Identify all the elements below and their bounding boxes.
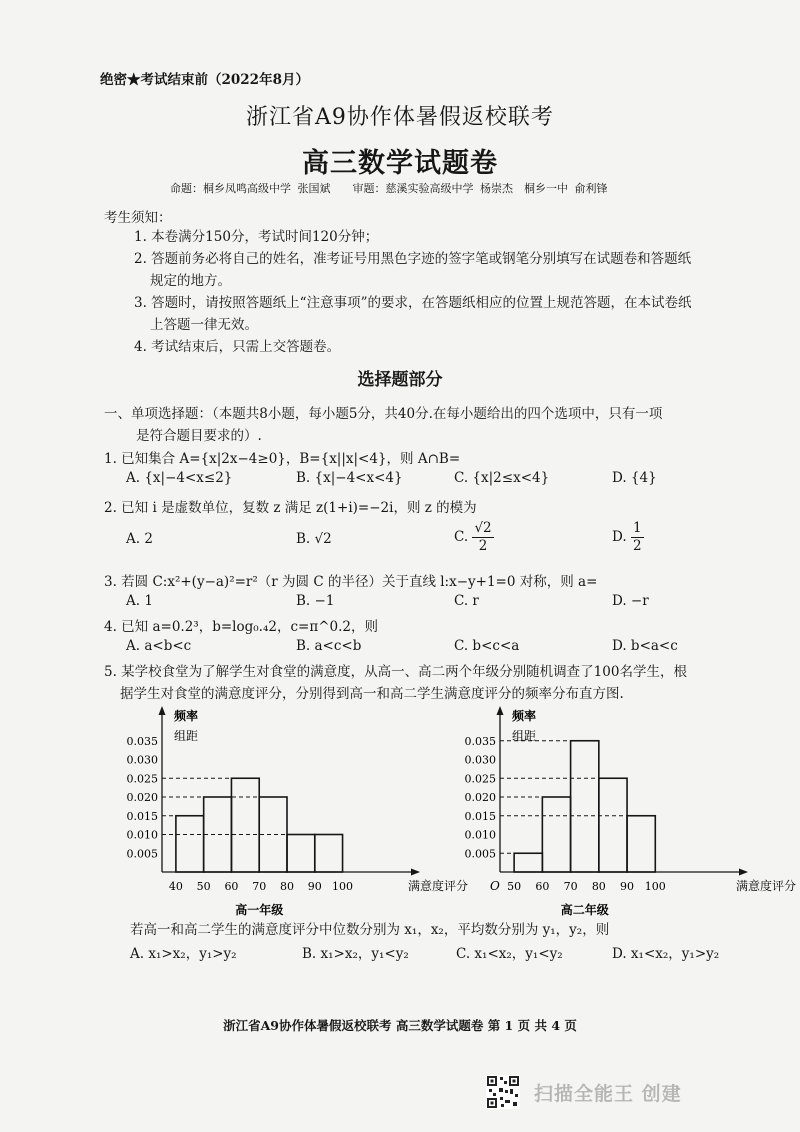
q3-option-d: D. −r xyxy=(612,593,649,609)
q2-option-c-fraction xyxy=(472,520,493,555)
qr-code-icon xyxy=(486,1075,520,1109)
c2-x-tick-label: 70 xyxy=(563,880,578,893)
c1-x-axis-arrow xyxy=(411,869,420,876)
q4-option-a: A. a<b<c xyxy=(126,638,192,654)
q5-option-c: C. x₁<x₂，y₁<y₂ xyxy=(456,946,563,962)
question-1-stem: 1. 已知集合 A={x|2x−4≥0}，B={x||x|<4}，则 A∩B= xyxy=(104,451,461,467)
q3-option-b: B. −1 xyxy=(296,593,335,609)
c1-x-tick-label: 90 xyxy=(307,880,322,893)
question-5-stem: 5. 某学校食堂为了解学生对食堂的满意度，从高一、高二两个年级分别随机调查了100名学生，根 xyxy=(104,664,687,680)
q3-option-c: C. r xyxy=(454,593,479,609)
q1-option-a: A. {x|−4<x≤2} xyxy=(126,470,233,486)
c1-x-tick-label: 100 xyxy=(332,880,354,893)
c1-ylabel-bottom: 组距 xyxy=(174,729,199,743)
notice-item: 1. 本卷满分150分，考试时间120分钟； xyxy=(134,229,379,245)
c1-ylabel-top: 频率 xyxy=(174,709,199,723)
c1-x-tick-label: 70 xyxy=(252,880,267,893)
fraction-numerator: 1 xyxy=(632,520,642,536)
c1-y-tick-label: 0.035 xyxy=(126,734,158,748)
q2-option-c xyxy=(454,520,494,555)
confidential-note: 绝密★考试结束前（2022年8月） xyxy=(100,72,309,88)
notice-heading: 考生须知： xyxy=(104,210,172,226)
question-2-stem: 2. 已知 i 是虚数单位，复数 z 满足 z(1+i)=−2i，则 z 的模为 xyxy=(104,500,477,516)
q2-option-a: A. 2 xyxy=(126,531,153,547)
q3-option-a: A. 1 xyxy=(126,593,153,609)
q4-option-d: D. b<a<c xyxy=(612,638,678,654)
c2-ylabel-bottom: 组距 xyxy=(512,729,537,743)
c2-bar xyxy=(514,853,542,872)
c2-bar xyxy=(542,797,570,872)
c2-x-tick-label: 100 xyxy=(644,880,666,893)
page-title: 高三数学试题卷 xyxy=(302,148,498,179)
notice-item: 4. 考试结束后，只需上交答题卷。 xyxy=(134,339,341,355)
c2-bar xyxy=(571,741,599,872)
c1-chart-title: 高一年级 xyxy=(235,903,284,917)
notice-item: 2. 答题前务必将自己的姓名，准考证号用黑色字迹的签字笔或钢笔分别填写在试题卷和答题纸 xyxy=(134,251,692,267)
c2-xlabel: 满意度评分 xyxy=(736,879,797,893)
q5-option-b: B. x₁>x₂，y₁<y₂ xyxy=(302,946,409,962)
c2-bar xyxy=(627,816,655,872)
c2-x-tick-label: 90 xyxy=(620,880,635,893)
section-title: 选择题部分 xyxy=(357,370,443,390)
q2-option-d-label: D. xyxy=(612,529,627,545)
c2-chart-title: 高二年级 xyxy=(560,903,609,917)
fraction-numerator: √2 xyxy=(474,520,492,536)
q2-option-d-fraction xyxy=(631,520,644,555)
c1-y-tick-label: 0.020 xyxy=(126,791,158,804)
question-4-stem: 4. 已知 a=0.2³，b=log₀.₄2，c=π^0.2，则 xyxy=(104,619,378,635)
q1-option-b: B. {x|−4<x<4} xyxy=(296,470,403,486)
question-3-stem: 3. 若圆 C:x²+(y−a)²=r²（r 为圆 C 的半径）关于直线 l:x−y+1=0 对称，则 a= xyxy=(104,574,598,590)
q2-option-c-label: C. xyxy=(454,529,469,545)
q2-option-b: B. √2 xyxy=(296,531,332,547)
c2-y-tick-label: 0.015 xyxy=(464,809,496,823)
authors-line: 命题：桐乡凤鸣高级中学 张国斌 审题：慈溪实验高级中学 杨崇杰 桐乡一中 俞利锋 xyxy=(170,182,608,195)
c1-y-tick-label: 0.005 xyxy=(126,847,158,861)
c1-y-axis-arrow xyxy=(159,706,166,715)
q4-option-c: C. b<c<a xyxy=(454,638,520,654)
c2-y-tick-label: 0.035 xyxy=(464,734,496,748)
notice-item-cont: 规定的地方。 xyxy=(150,273,231,289)
c1-x-tick-label: 80 xyxy=(280,880,294,893)
exam-organization: 浙江省A9协作体暑假返校联考 xyxy=(246,105,554,130)
page-footer: 浙江省A9协作体暑假返校联考 高三数学试题卷 第 1 页 共 4 页 xyxy=(223,1018,577,1033)
q5-option-a: A. x₁>x₂，y₁>y₂ xyxy=(130,946,237,962)
c1-y-tick-label: 0.015 xyxy=(126,809,158,823)
q5-option-d: D. x₁<x₂，y₁>y₂ xyxy=(612,946,720,962)
c1-bar xyxy=(176,816,204,872)
q2-option-d xyxy=(612,520,644,555)
c2-x-axis-arrow xyxy=(739,869,748,876)
c2-y-tick-label: 0.020 xyxy=(464,791,496,804)
histogram-grade1 xyxy=(110,700,469,920)
c1-x-tick-label: 60 xyxy=(224,880,239,893)
c2-y-tick-label: 0.030 xyxy=(464,753,496,767)
c1-y-tick-label: 0.030 xyxy=(126,753,158,767)
fraction-denominator: 2 xyxy=(632,538,642,554)
q1-option-d: D. {4} xyxy=(612,470,657,486)
section-intro-cont: 是符合题目要求的）. xyxy=(136,428,262,444)
c1-y-tick-label: 0.025 xyxy=(126,772,158,786)
c2-ylabel-top: 频率 xyxy=(512,709,537,723)
c1-xlabel: 满意度评分 xyxy=(408,879,469,893)
notice-item-cont: 上答题一律无效。 xyxy=(150,317,258,333)
histogram-grade2 xyxy=(452,700,797,920)
c2-y-tick-label: 0.025 xyxy=(464,772,496,786)
scanner-watermark: 扫描全能王 创建 xyxy=(534,1083,682,1105)
c2-x-tick-label: 80 xyxy=(591,880,606,893)
c2-y-tick-label: 0.005 xyxy=(464,847,496,861)
c2-x-tick-label: 60 xyxy=(535,880,550,893)
c1-x-tick-label: 50 xyxy=(196,880,211,893)
c2-y-tick-label: 0.010 xyxy=(464,828,496,842)
c1-y-tick-label: 0.010 xyxy=(126,828,158,842)
question-5-stem-conclusion: 若高一和高二学生的满意度评分中位数分别为 x₁，x₂，平均数分别为 y₁，y₂，则 xyxy=(130,922,610,938)
fraction-denominator: 2 xyxy=(478,538,488,554)
notice-item: 3. 答题时，请按照答题纸上“注意事项”的要求，在答题纸相应的位置上规范答题，在本试卷纸 xyxy=(134,295,692,311)
c2-x-tick-label: 50 xyxy=(507,880,522,893)
c2-bar xyxy=(599,778,627,872)
c1-bar xyxy=(287,835,315,873)
c2-y-axis-arrow xyxy=(497,706,504,715)
c1-bar xyxy=(231,778,259,872)
c1-bar xyxy=(315,835,343,873)
q1-option-c: C. {x|2≤x<4} xyxy=(454,470,550,486)
q4-option-b: B. a<c<b xyxy=(296,638,362,654)
c1-x-tick-label: 40 xyxy=(168,880,183,893)
section-intro: 一、单项选择题：（本题共8小题，每小题5分，共40分.在每小题给出的四个选项中，只有一项 xyxy=(104,406,663,422)
c2-origin-label: O xyxy=(490,879,500,893)
question-5-stem-cont: 据学生对食堂的满意度评分，分别得到高一和高二学生满意度评分的频率分布直方图. xyxy=(120,686,624,702)
